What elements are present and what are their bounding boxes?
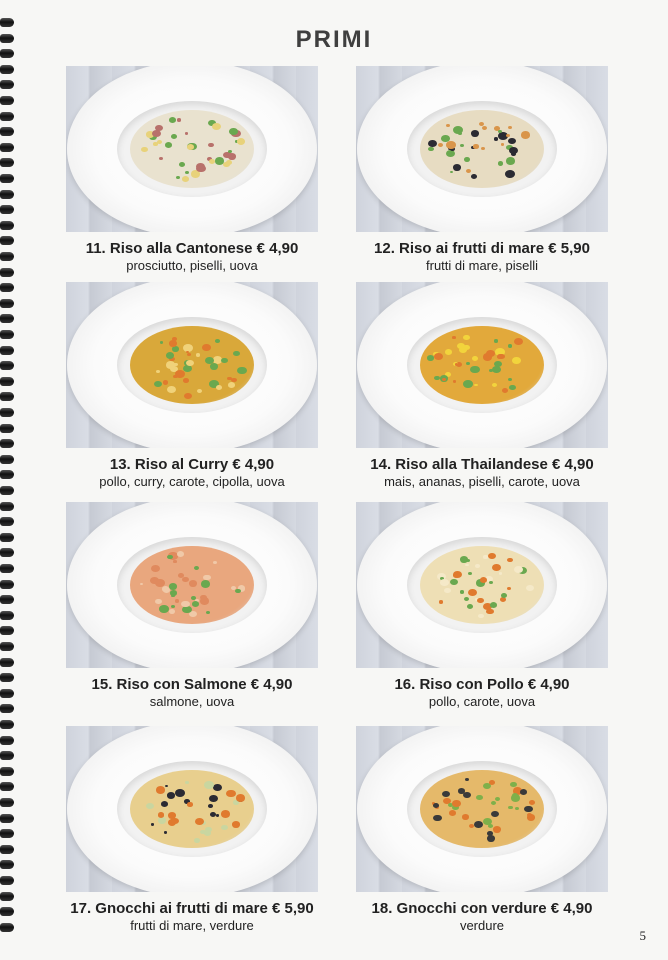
binding-ring [0, 268, 14, 277]
food-garnish [194, 566, 199, 570]
binding-ring [0, 502, 14, 511]
binding-ring [0, 907, 14, 916]
food-garnish [206, 611, 210, 614]
food-garnish [185, 171, 189, 174]
dish-food [130, 326, 254, 404]
food-garnish [464, 157, 470, 162]
food-garnish [508, 806, 513, 810]
food-garnish [221, 810, 231, 818]
food-garnish [494, 361, 502, 367]
food-garnish [450, 579, 458, 586]
binding-ring [0, 252, 14, 261]
food-garnish [490, 602, 497, 608]
food-garnish [463, 335, 470, 340]
food-garnish [487, 835, 495, 842]
binding-ring [0, 424, 14, 433]
food-garnish [165, 142, 173, 148]
food-garnish [474, 821, 483, 828]
binding-ring [0, 486, 14, 495]
food-garnish [167, 792, 175, 798]
dish-ingredients: salmone, uova [149, 694, 235, 709]
food-garnish [236, 794, 246, 802]
food-garnish [468, 572, 472, 575]
food-garnish [445, 349, 453, 355]
food-garnish [156, 370, 160, 373]
food-garnish [168, 819, 176, 826]
food-garnish [163, 380, 169, 385]
food-garnish [154, 381, 162, 387]
dish-name: 16. Riso con Pollo € 4,90 [394, 676, 570, 693]
dish-ingredients: prosciutto, piselli, uova [126, 258, 258, 273]
binding-ring [0, 767, 14, 776]
food-garnish [507, 558, 513, 562]
dish-food [420, 326, 544, 404]
food-garnish [428, 147, 434, 152]
food-garnish [216, 385, 223, 390]
food-garnish [173, 363, 178, 367]
menu-item [66, 282, 318, 489]
food-garnish [520, 789, 528, 795]
binding-ring [0, 127, 14, 136]
food-garnish [216, 814, 219, 817]
food-garnish [494, 137, 498, 140]
dish-name: 12. Riso ai frutti di mare € 5,90 [374, 240, 590, 257]
food-garnish [167, 386, 176, 393]
binding-ring [0, 595, 14, 604]
food-garnish [203, 575, 210, 581]
food-garnish [526, 585, 533, 591]
food-garnish [233, 351, 240, 357]
food-garnish [434, 376, 440, 380]
food-garnish [499, 572, 503, 575]
food-garnish [215, 339, 220, 343]
food-garnish [506, 134, 511, 138]
food-garnish [506, 157, 516, 165]
food-garnish [453, 126, 463, 134]
food-garnish [181, 601, 190, 608]
binding-ring [0, 314, 14, 323]
food-garnish [475, 564, 480, 568]
food-garnish [158, 812, 164, 817]
binding-ring [0, 548, 14, 557]
food-garnish [501, 143, 505, 146]
food-garnish [467, 604, 473, 609]
food-garnish [187, 802, 192, 806]
food-garnish [184, 393, 192, 399]
binding-ring [0, 174, 14, 183]
food-garnish [442, 791, 450, 797]
binding-ring [0, 689, 14, 698]
food-garnish [221, 825, 228, 830]
dish-ingredients: frutti di mare, verdure [130, 918, 254, 933]
food-garnish [463, 792, 470, 798]
food-garnish [510, 782, 517, 788]
food-garnish [502, 388, 508, 393]
food-garnish [471, 130, 480, 137]
food-garnish [439, 600, 443, 603]
food-garnish [189, 580, 197, 587]
food-garnish [492, 564, 501, 571]
food-garnish [491, 811, 499, 817]
dish-food [130, 546, 254, 624]
menu-item [356, 66, 608, 273]
food-garnish [205, 827, 212, 833]
food-garnish [161, 801, 168, 807]
food-garnish [176, 176, 180, 179]
page-number: 5 [639, 928, 646, 943]
dish-food [420, 110, 544, 188]
binding-ring [0, 96, 14, 105]
binding-ring [0, 611, 14, 620]
dish-ingredients: frutti di mare, piselli [426, 258, 538, 273]
food-garnish [175, 599, 180, 603]
food-garnish [463, 380, 473, 388]
food-garnish [227, 377, 232, 381]
food-garnish [232, 821, 240, 827]
dish-photo [66, 66, 318, 232]
dish-name: 11. Riso alla Cantonese € 4,90 [85, 240, 299, 257]
binding-ring [0, 923, 14, 932]
food-garnish [470, 366, 480, 374]
binding-ring [0, 205, 14, 214]
dish-photo [356, 66, 608, 232]
food-garnish [140, 583, 143, 585]
food-garnish [196, 353, 200, 356]
food-garnish [476, 795, 483, 800]
binding-ring [0, 283, 14, 292]
food-garnish [175, 789, 185, 797]
binding-ring [0, 673, 14, 682]
food-garnish [515, 807, 519, 810]
food-garnish [527, 813, 532, 817]
food-garnish [160, 341, 163, 343]
binding-ring [0, 346, 14, 355]
food-garnish [486, 609, 493, 615]
food-garnish [440, 579, 449, 586]
food-garnish [210, 363, 218, 370]
binding-ring [0, 845, 14, 854]
food-garnish [497, 354, 504, 360]
binding-ring [0, 158, 14, 167]
food-garnish [505, 170, 515, 178]
food-garnish [481, 147, 485, 150]
food-garnish [468, 589, 477, 596]
food-garnish [151, 565, 160, 572]
food-garnish [146, 803, 154, 809]
food-garnish [501, 593, 507, 598]
food-garnish [529, 800, 536, 805]
food-garnish [444, 588, 451, 593]
dish-ingredients: pollo, curry, carote, cipolla, uova [99, 474, 285, 489]
food-garnish [237, 367, 247, 375]
food-garnish [508, 378, 512, 381]
food-garnish [471, 174, 477, 179]
food-garnish [450, 171, 453, 174]
food-garnish [460, 590, 465, 594]
binding-ring [0, 892, 14, 901]
dish-ingredients: verdure [459, 918, 505, 933]
food-garnish [493, 826, 502, 833]
food-garnish [462, 814, 469, 819]
dish-ingredients: mais, ananas, piselli, carote, uova [384, 474, 580, 489]
food-garnish [228, 153, 236, 159]
food-garnish [151, 823, 154, 826]
food-garnish [459, 347, 467, 353]
binding-ring [0, 829, 14, 838]
dish-name: 14. Riso alla Thailandese € 4,90 [370, 456, 594, 473]
food-garnish [159, 605, 168, 613]
binding-ring [0, 112, 14, 121]
food-garnish [446, 141, 456, 149]
food-garnish [194, 838, 200, 843]
food-garnish [165, 785, 168, 788]
food-garnish [186, 360, 194, 366]
food-garnish [229, 128, 237, 135]
food-garnish [465, 778, 469, 781]
dish-photo [66, 282, 318, 448]
food-garnish [472, 356, 478, 361]
food-garnish [438, 143, 443, 147]
food-garnish [237, 138, 245, 144]
binding-ring [0, 470, 14, 479]
food-garnish [524, 806, 532, 813]
food-garnish [452, 800, 461, 807]
binding-ring [0, 876, 14, 885]
dish-photo [356, 502, 608, 668]
food-garnish [177, 551, 184, 557]
food-garnish [235, 589, 241, 593]
dish-food [420, 770, 544, 848]
binding-ring [0, 736, 14, 745]
binding-ring [0, 626, 14, 635]
food-garnish [446, 124, 450, 127]
food-garnish [452, 336, 455, 339]
menu-item [356, 282, 608, 489]
food-garnish [433, 803, 439, 808]
binding-ring [0, 860, 14, 869]
food-garnish [153, 142, 157, 146]
food-garnish [182, 577, 189, 582]
food-garnish [202, 344, 210, 351]
food-garnish [464, 597, 470, 601]
binding-ring [0, 143, 14, 152]
food-garnish [498, 130, 502, 133]
binding-ring [0, 704, 14, 713]
food-garnish [508, 344, 512, 347]
food-garnish [209, 795, 218, 802]
food-garnish [204, 781, 214, 789]
food-garnish [152, 130, 161, 138]
menu-item [356, 726, 608, 933]
food-garnish [509, 147, 518, 154]
binding-ring [0, 814, 14, 823]
dish-name: 13. Riso al Curry € 4,90 [109, 456, 275, 473]
food-garnish [434, 353, 443, 360]
food-garnish [482, 126, 487, 130]
dish-name: 18. Gnocchi con verdure € 4,90 [371, 900, 593, 917]
food-garnish [155, 599, 162, 605]
food-garnish [177, 118, 181, 121]
menu-item [66, 66, 318, 273]
food-garnish [465, 564, 468, 567]
binding-ring [0, 299, 14, 308]
binding-ring [0, 782, 14, 791]
food-garnish [201, 580, 210, 587]
food-garnish [507, 587, 511, 590]
food-garnish [509, 385, 516, 390]
food-garnish [477, 598, 484, 603]
dish-food [130, 770, 254, 848]
food-garnish [498, 161, 503, 165]
binding-ring [0, 642, 14, 651]
menu-item [66, 726, 318, 933]
food-garnish [185, 132, 189, 135]
binding-ring [0, 720, 14, 729]
dish-photo [356, 282, 608, 448]
binding-ring [0, 533, 14, 542]
food-garnish [489, 581, 493, 584]
food-garnish [446, 150, 455, 157]
food-garnish [453, 164, 461, 170]
binding-ring [0, 377, 14, 386]
food-garnish [141, 147, 148, 153]
food-garnish [182, 176, 190, 182]
food-garnish [492, 383, 497, 387]
food-garnish [453, 380, 456, 382]
binding-ring [0, 580, 14, 589]
binding-ring [0, 190, 14, 199]
food-garnish [466, 169, 471, 173]
food-garnish [489, 369, 493, 372]
food-garnish [455, 363, 459, 366]
food-garnish [179, 162, 185, 167]
food-garnish [514, 338, 523, 345]
food-garnish [208, 143, 214, 148]
binding-ring [0, 221, 14, 230]
food-garnish [169, 583, 177, 589]
binding-ring [0, 798, 14, 807]
food-garnish [508, 126, 512, 130]
food-garnish [168, 812, 176, 818]
food-garnish [187, 353, 191, 356]
food-garnish [473, 144, 478, 148]
food-garnish [488, 553, 496, 559]
food-garnish [489, 780, 496, 785]
dish-name: 15. Riso con Salmone € 4,90 [91, 676, 293, 693]
binding-ring [0, 564, 14, 573]
binding-ring [0, 658, 14, 667]
food-garnish [486, 350, 495, 357]
binding-ring [0, 517, 14, 526]
food-garnish [159, 157, 163, 160]
food-garnish [483, 555, 487, 559]
food-garnish [183, 378, 189, 383]
dish-photo [66, 502, 318, 668]
binding-ring [0, 392, 14, 401]
food-garnish [221, 358, 228, 363]
food-garnish [175, 370, 185, 378]
food-garnish [213, 784, 222, 791]
food-garnish [169, 609, 175, 614]
food-garnish [163, 587, 170, 593]
food-garnish [212, 123, 221, 130]
section-title: PRIMI [295, 26, 373, 53]
food-garnish [521, 131, 530, 138]
binding-ring [0, 361, 14, 370]
food-garnish [480, 577, 487, 583]
food-garnish [491, 801, 496, 805]
food-garnish [169, 117, 176, 123]
food-garnish [197, 389, 203, 394]
menu-item [356, 502, 608, 709]
food-garnish [488, 824, 493, 828]
food-garnish [192, 601, 200, 607]
food-garnish [433, 815, 441, 822]
food-garnish [226, 790, 235, 797]
food-garnish [196, 165, 206, 173]
food-garnish [228, 382, 235, 388]
food-garnish [466, 362, 470, 365]
food-garnish [478, 614, 484, 619]
food-garnish [164, 831, 167, 834]
food-garnish [213, 561, 217, 564]
food-garnish [474, 384, 478, 387]
dish-name: 17. Gnocchi ai frutti di mare € 5,90 [70, 900, 314, 917]
binding-ring [0, 330, 14, 339]
dish-food [130, 110, 254, 188]
dish-food [420, 546, 544, 624]
binding-ring [0, 236, 14, 245]
food-garnish [495, 797, 500, 801]
spiral-binding [0, 18, 16, 938]
food-garnish [171, 134, 178, 139]
dish-photo [66, 726, 318, 892]
binding-ring [0, 751, 14, 760]
menu-item [66, 502, 318, 709]
food-garnish [209, 159, 215, 164]
dish-ingredients: pollo, carote, uova [428, 694, 536, 709]
food-garnish [171, 595, 174, 598]
food-garnish [173, 560, 176, 563]
food-garnish [155, 579, 165, 587]
food-garnish [427, 355, 434, 360]
binding-ring [0, 439, 14, 448]
food-garnish [449, 810, 456, 816]
food-garnish [208, 804, 213, 808]
dish-photo [356, 726, 608, 892]
food-garnish [185, 781, 189, 784]
food-garnish [466, 559, 470, 562]
food-garnish [512, 357, 520, 364]
binding-ring [0, 408, 14, 417]
binding-ring [0, 65, 14, 74]
binding-ring [0, 80, 14, 89]
food-garnish [460, 144, 464, 147]
food-garnish [156, 786, 166, 794]
food-garnish [171, 605, 175, 608]
food-garnish [494, 339, 498, 342]
food-garnish [453, 571, 462, 578]
food-garnish [172, 346, 179, 351]
food-garnish [508, 138, 516, 144]
binding-ring [0, 455, 14, 464]
